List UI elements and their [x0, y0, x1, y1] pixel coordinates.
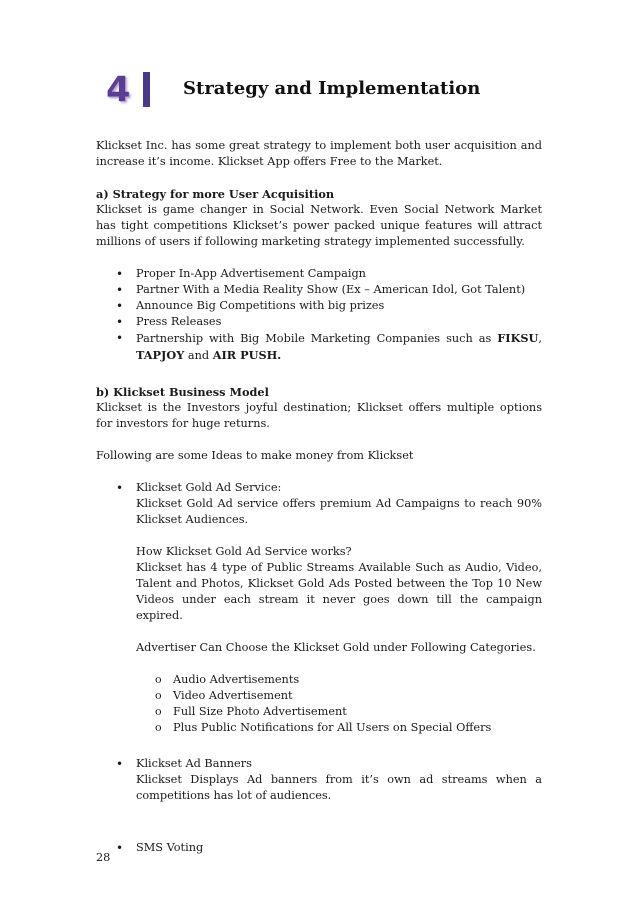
chapter-number: 4: [106, 70, 130, 110]
list-item-gold-ad: [96, 480, 542, 736]
document-body: [96, 138, 542, 856]
gold-how-title: How Klickset Gold Ad Service works?: [136, 545, 352, 558]
bullet-icon: •: [116, 757, 124, 771]
list-item: • Proper In-App Advertisement Campaign: [116, 267, 366, 281]
page-number: 28: [96, 851, 111, 864]
list-item-sms-voting: [96, 840, 542, 856]
business-ideas-list: [96, 480, 542, 856]
list-item-partnership: • Partnership with Big Mobile Marketing Companies such as FIKSU, TAPJOY and AIR PUSH.: [116, 331, 542, 362]
section-a-paragraph: Klickset is game changer in Social Network. Even Social Network Market has tight competitions Klickset’s power packed unique features will attract millions of users if following marketing strategy implemented successfully.: [96, 203, 542, 248]
gold-categories-list: [136, 672, 542, 736]
bullet-icon: •: [116, 267, 124, 281]
list-item: o Video Advertisement: [155, 689, 293, 702]
circle-bullet-icon: o: [155, 721, 162, 734]
chapter-divider-bar: [143, 72, 150, 107]
circle-bullet-icon: o: [155, 689, 162, 702]
bullet-icon: •: [116, 283, 124, 297]
intro-paragraph: Klickset Inc. has some great strategy to implement both user acquisition and increase it’s income. Klickset App offers Free to the Market.: [96, 139, 542, 168]
bullet-icon: •: [116, 299, 124, 313]
bullet-icon: •: [116, 841, 124, 855]
banners-title: Klickset Ad Banners: [136, 757, 252, 770]
bullet-icon: •: [116, 481, 124, 495]
acquisition-strategy-list: [96, 266, 542, 364]
gold-how-description: Klickset has 4 type of Public Streams Available Such as Audio, Video, Talent and Photos, Klickset Gold Ads Posted between the Top 10 New Videos under each stream it never goes down till the campaign expired.: [136, 561, 542, 622]
list-item: • Partner With a Media Reality Show (Ex – American Idol, Got Talent): [116, 283, 526, 297]
list-item: o Plus Public Notifications for All Users on Special Offers: [155, 721, 492, 734]
section-b-paragraph: Klickset is the Investors joyful destination; Klickset offers multiple options for investors for huge returns.: [96, 401, 542, 430]
chapter-title: Strategy and Implementation: [183, 78, 481, 99]
list-item: o Full Size Photo Advertisement: [155, 705, 347, 718]
section-a-heading: a) Strategy for more User Acquisition: [96, 187, 335, 201]
circle-bullet-icon: o: [155, 705, 162, 718]
gold-title: Klickset Gold Ad Service:: [136, 481, 282, 494]
list-item: • Press Releases: [116, 315, 222, 329]
list-item: o Audio Advertisements: [155, 673, 300, 686]
gold-categories-intro: Advertiser Can Choose the Klickset Gold under Following Categories.: [136, 641, 536, 654]
chapter-header: [106, 70, 566, 110]
sms-title: SMS Voting: [136, 841, 204, 854]
list-item-ad-banners: [96, 756, 542, 804]
bullet-icon: •: [116, 315, 124, 329]
circle-bullet-icon: o: [155, 673, 162, 686]
bullet-icon: •: [116, 331, 124, 345]
ideas-intro: Following are some Ideas to make money from Klickset: [96, 449, 414, 462]
gold-description: Klickset Gold Ad service offers premium Ad Campaigns to reach 90% Klickset Audiences.: [136, 497, 542, 526]
list-item: • Announce Big Competitions with big prizes: [116, 299, 385, 313]
banners-description: Klickset Displays Ad banners from it’s own ad streams when a competitions has lot of audiences.: [136, 773, 542, 802]
section-b-heading: b) Klickset Business Model: [96, 385, 269, 399]
